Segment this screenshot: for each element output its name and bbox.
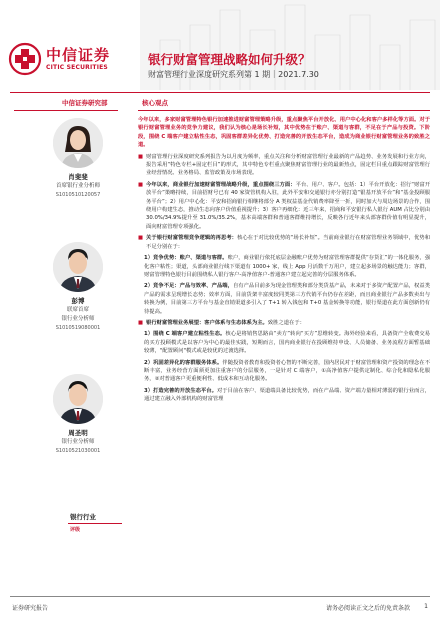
section-divider [138, 110, 430, 111]
industry-rating-tag: 评级 [70, 527, 81, 533]
bullet-square-icon: ■ [138, 319, 144, 326]
core-views-section [134, 92, 430, 612]
analyst-portrait-icon [53, 118, 103, 168]
citic-logo-icon [8, 42, 42, 76]
sub-paragraph [138, 330, 430, 355]
section-heading: 核心观点 [142, 99, 168, 107]
paragraph-lead: 3）打造完善的开放生态平台。 [144, 387, 217, 394]
disclaimer-note: 请务必阅读正文之后的免责条款 [325, 605, 410, 612]
brand-logo [8, 40, 130, 80]
intro-paragraph: 今年以来，多家财富管理特色银行加速推进财富管理策略升级，重点聚焦平台开放化、用户中心化和客户多样化等方面。对于银行财富管理业务的竞争力建议，我们认为核心是场长补短，其中优势在于账户、渠道与客群，不足在于产品与投资。下阶段，围绕 C 端客户建立粘性生态，巩固客群差异化优势、打造完善的开放生态平台，造成为商业银行财富管理业务的致胜之道。 [138, 117, 430, 149]
sub-paragraph [138, 359, 430, 384]
analyst-role: 银行业分析师 [61, 439, 95, 445]
paragraph-lead: 2）巩固差异化的客群服务体系。 [144, 359, 223, 366]
sub-paragraph [138, 387, 430, 404]
footer-label: 证券研究报告 [12, 605, 49, 612]
industry-label: 银行行业 [70, 513, 96, 521]
research-dept-heading: 中信证券研究部 [62, 99, 108, 107]
sub-paragraph [138, 282, 430, 316]
list-item [138, 153, 430, 178]
sub-paragraph [138, 254, 430, 279]
paragraph-body: 致胜之道在于： [267, 319, 305, 326]
analyst-card [28, 374, 128, 455]
analyst-license: S1010521030001 [55, 448, 101, 454]
paragraph-body: 平台、用户、客户。包括：1）平台开放化：招行“财富开放平台”策略持续，目前招财号已有 40 家资管机构入驻，此外平安和交通银行亦分别打造“银基开放平台”和“基金投顾服务平台”；2）用户中心化：平安和招商银行相继将部分 A 类权益基金代销费率降至一折，同时加大与周边场景的合作，围绕用户构建生态，推动生态向客户价值重视提升；3）客户再细化：近三年来，招商和平安银行私人银行 AUM 占比分别由 30.0%/34.9%提升至 31.0%/35.2%，基本高端客群和普通客群维持增长，反映各行近年来头部客群价值有明显提升，面向财富管理专项强化。 [146, 181, 430, 230]
paragraph-lead: 银行财富管理业务展望：客户体系与生态体系为主。 [146, 319, 268, 326]
paragraph-lead: 1）竞争优势：账户、渠道与客群。 [144, 255, 228, 262]
analyst-portrait-icon [53, 242, 103, 292]
paragraph-lead: 关于银行财富管理竞争逻辑的再思考： [146, 235, 238, 242]
analyst-card [28, 242, 128, 332]
paragraph-lead: 今年以来，商业银行加速财富管理战略升级，重点围绕三方面： [146, 181, 296, 188]
paragraph-body: 核心是将销售思路由“卖方”转向“买方”思维转变。海外经验来看，具备资产全收费交易的买方投顾模式是以客户为中心的最佳实践，短期而言，国内商业银行在投顾维持申设、人员储备、业务流程方面暂基础较薄，"配置顾问"模式或是较优的过渡选择。 [144, 331, 431, 355]
analyst-role: 首席银行业分析师 [55, 183, 100, 189]
report-subtitle: 财富管理行业深度研究系列第 1 期｜2021.7.30 [148, 70, 319, 79]
bullet-square-icon: ■ [138, 153, 144, 160]
report-title: 银行财富管理战略如何升级？ [148, 52, 311, 67]
analyst-license: S1010519080001 [55, 325, 101, 331]
analyst-role-secondary: 银行业分析师 [61, 316, 95, 322]
industry-divider [68, 523, 122, 524]
analyst-photo [53, 242, 103, 292]
analyst-name: 肖斐斐 [68, 173, 88, 181]
bullet-square-icon: ■ [138, 235, 144, 242]
list-item [138, 319, 430, 327]
analyst-photo [53, 374, 103, 424]
paragraph-text [146, 181, 430, 231]
analyst-name: 周圣明 [68, 429, 88, 437]
paragraph-lead: 1）围绕 C 端客户建立粘性生态。 [144, 331, 226, 338]
paragraph-body: 核心在于对比较优势的“场长补短”。当前商业银行在财富管理业务领域中，优势和不足分别在于： [146, 235, 430, 250]
paragraph-text: 财富管理行业深度研究系列报告为以月度为频率，重点关注和分析财富管理行业最新的产品趋势、业务发展和行业方向，报告采用“特色专栏+固定栏目”的形式，其中特色专栏重点聚焦财富管理行业的最新热点，固定栏目重点跟踪财富管理行业经营情况、业务格局、监管政策及市场表现。 [146, 153, 430, 177]
report-header [0, 0, 440, 90]
list-item [138, 181, 430, 231]
bullet-square-icon: ■ [138, 181, 144, 188]
brand-name-en: CITIC SECURITIES [46, 64, 108, 71]
page-number: 1 [424, 603, 428, 610]
analyst-role: 联席首席 [66, 307, 89, 313]
analyst-license: S1010510120057 [55, 192, 101, 198]
paragraph-body: 伴随投资者教育和投资者心智的不断完善，国内居民对于财富管理和资产投资的理念在不断丰富，业务经营方面须更加注重客户的分层服务，一是针对 C 端客户，①高净值客户提供定制化、综合化和隐私化服务，②对普通客户更重便利性、低成本和互动化服务。 [144, 359, 430, 383]
paragraph-lead: 2）竞争不足：产品与效率、产品端， [144, 283, 233, 290]
analyst-photo [53, 118, 103, 168]
sidebar-divider [14, 110, 118, 111]
brand-name-cn: 中信证券 [46, 46, 111, 64]
footer-divider [10, 596, 430, 597]
analyst-name: 彭博 [71, 297, 85, 305]
paragraph-text [146, 319, 430, 327]
paragraph-body: 对于目前在客户、渠道端具备比较优势，而在产品端、资产端力量相对薄弱的银行业而言，通过建立融入外部机构的财富管理 [144, 387, 430, 403]
paragraph-body: 账户，商业银行依托底层金融账户优势为财富管理客群提供“存货汇”的一体化服务，强化客户粘性；渠道，头部商业银行线下渠道有 1000+ 家，线上 App 月活数千万用户，建立起多场景的触达能力；客群，财富管理特色银行目前围绕私人银行客户-高净值客户-普通客户建立起完善的分层服务体系。 [144, 255, 431, 278]
analyst-card [28, 118, 128, 199]
analyst-sidebar [0, 92, 128, 592]
paragraph-text [146, 234, 430, 251]
report-body [138, 116, 430, 407]
analyst-portrait-icon [53, 374, 103, 424]
list-item [138, 234, 430, 251]
paragraph-body: 自有产品目前多为现金管理类和部分类货基产品，未来对于多资产配置产品，权益类产品的需求呈现增长态势；效率方面，目前货架丰富度较同类第三方代销平台仍存在差距，而且商业银行产品多数卖出与转换为例，目前第三方平台与基金直销渠道多引入了 T+1 转入钱包和 T+0 基金转换等功能，银行渠道在此方面创新仍有待提高。 [144, 283, 431, 315]
